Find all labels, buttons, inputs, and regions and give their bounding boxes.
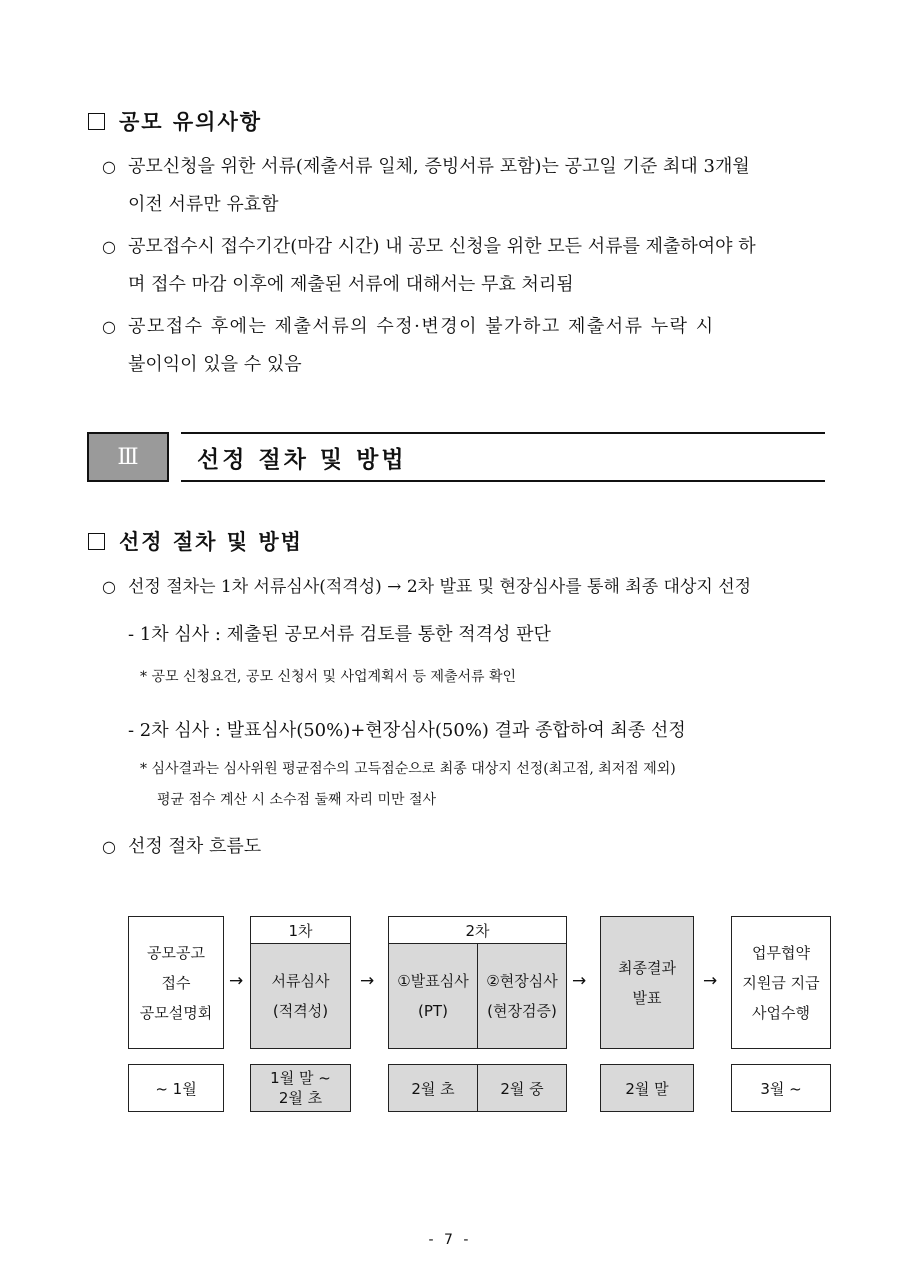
notice-heading: 공모 유의사항 xyxy=(88,106,262,136)
period-step3b: 2월 중 xyxy=(477,1064,567,1112)
arrow-right-icon: → xyxy=(229,971,244,991)
notice-item-2: ○ 공모접수시 접수기간(마감 시간) 내 공모 신청을 위한 모든 서류를 제출하여야 하 며 접수 마감 이후에 제출된 서류에 대해서는 무효 처리됨 xyxy=(102,228,822,304)
section-rule-bottom xyxy=(181,480,825,482)
checkbox-square-icon xyxy=(88,113,105,130)
second-review-note-2: 평균 점수 계산 시 소수점 둘째 자리 미만 절사 xyxy=(157,792,437,808)
checkbox-square-icon xyxy=(88,533,105,550)
arrow-right-icon: → xyxy=(360,971,375,991)
period-step5: 3월 ~ xyxy=(731,1064,831,1112)
flow-step3-header: 2차 xyxy=(388,916,567,944)
first-review: - 1차 심사 : 제출된 공모서류 검토를 통한 적격성 판단 xyxy=(128,624,551,645)
arrow-right-icon: → xyxy=(572,971,587,991)
flow-step-final-announcement: 최종결과 발표 xyxy=(600,916,694,1049)
first-review-note: * 공모 신청요건, 공모 신청서 및 사업계획서 등 제출서류 확인 xyxy=(140,669,517,685)
flow-step-announcement: 공모공고 접수 공모설명회 xyxy=(128,916,224,1049)
arrow-right-icon: → xyxy=(703,971,718,991)
circle-bullet-icon: ○ xyxy=(102,837,116,856)
second-review-note-1: * 심사결과는 심사위원 평균점수의 고득점순으로 최종 대상지 선정(최고점, 최저점 제외) xyxy=(140,761,676,777)
circle-bullet-icon: ○ xyxy=(102,577,116,596)
second-review: - 2차 심사 : 발표심사(50%)+현장심사(50%) 결과 종합하여 최종 선정 xyxy=(128,720,686,741)
period-step2: 1월 말 ~ 2월 초 xyxy=(250,1064,351,1112)
section-rule-top xyxy=(181,432,825,434)
procedure-heading: 선정 절차 및 방법 xyxy=(88,526,303,556)
notice-item-3: ○ 공모접수 후에는 제출서류의 수정·변경이 불가하고 제출서류 누락 시 불이익이 있을 수 있음 xyxy=(102,308,822,384)
circle-bullet-icon: ○ xyxy=(102,157,116,176)
period-step1: ~ 1월 xyxy=(128,1064,224,1112)
circle-bullet-icon: ○ xyxy=(102,317,116,336)
section-title: 선정 절차 및 방법 xyxy=(197,446,407,473)
flow-step-document-review: 서류심사 (적격성) xyxy=(250,943,351,1049)
flow-step-site-review: ②현장심사 (현장검증) xyxy=(477,943,567,1049)
section-header xyxy=(87,432,825,482)
circle-bullet-icon: ○ xyxy=(102,237,116,256)
procedure-main: ○ 선정 절차는 1차 서류심사(적격성) → 2차 발표 및 현장심사를 통해 최종 대상지 선정 xyxy=(102,568,832,606)
flow-step-agreement: 업무협약 지원금 지급 사업수행 xyxy=(731,916,831,1049)
section-number: Ⅲ xyxy=(87,432,169,482)
page-number: - 7 - xyxy=(428,1232,472,1248)
flow-step-presentation-review: ①발표심사 (PT) xyxy=(388,943,478,1049)
flow-step2-header: 1차 xyxy=(250,916,351,944)
period-step4: 2월 말 xyxy=(600,1064,694,1112)
notice-item-1: ○ 공모신청을 위한 서류(제출서류 일체, 증빙서류 포함)는 공고일 기준 최대 3개월 이전 서류만 유효함 xyxy=(102,148,822,224)
period-step3a: 2월 초 xyxy=(388,1064,478,1112)
flow-label: ○ 선정 절차 흐름도 xyxy=(102,828,502,866)
